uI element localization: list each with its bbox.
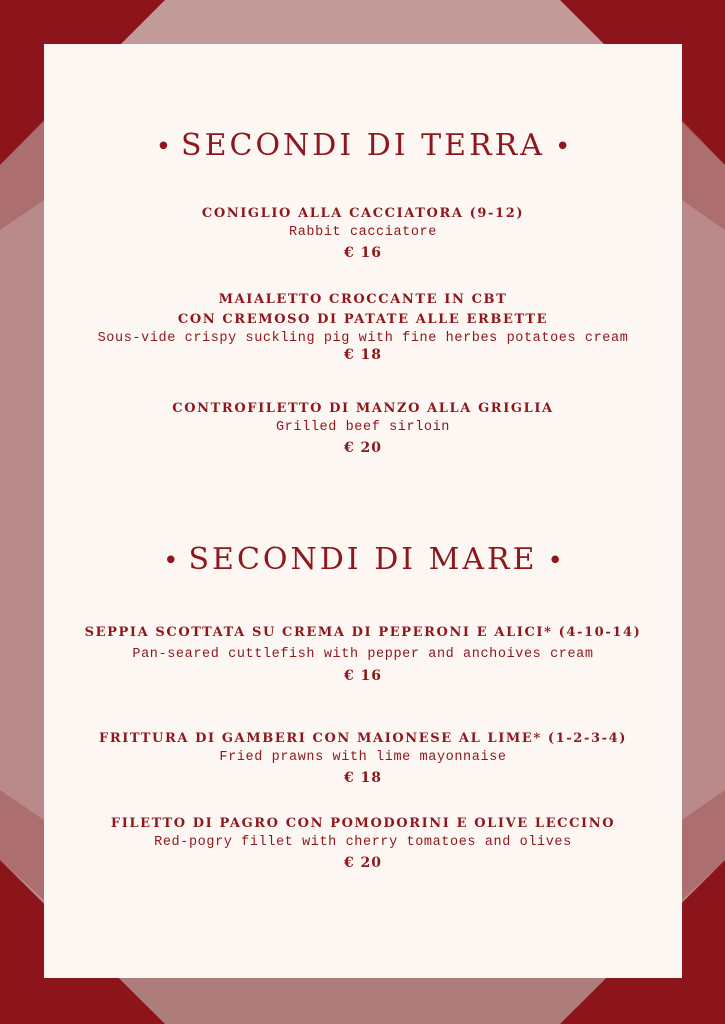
- dish-item: [44, 814, 682, 874]
- dish-name-line-2: CON CREMOSO DI PATATE ALLE ERBETTE: [177, 312, 549, 327]
- dish-description: Fried prawns with lime mayonnaise: [219, 750, 507, 765]
- dish-price: € 20: [343, 855, 383, 871]
- dish-name: SEPPIA SCOTTATA SU CREMA DI PEPERONI E ALICI* (4-10-14): [84, 625, 642, 640]
- dish-price: € 18: [343, 347, 383, 363]
- dish-description: Pan-seared cuttlefish with pepper and anchoives cream: [132, 647, 594, 662]
- dish-description: Grilled beef sirloin: [275, 420, 451, 435]
- dish-price: € 16: [343, 668, 383, 684]
- title-bullet-right: •: [554, 132, 571, 162]
- dish-description: Red-pogry fillet with cherry tomatoes and olives: [154, 835, 572, 850]
- dish-name: MAIALETTO CROCCANTE IN CBT: [218, 292, 508, 307]
- dish-name: CONTROFILETTO DI MANZO ALLA GRIGLIA: [172, 401, 554, 416]
- dish-item: [44, 399, 682, 459]
- title-bullet-left: •: [163, 546, 179, 576]
- title-bullet-left: •: [155, 132, 172, 162]
- section-title-terra: [44, 128, 682, 163]
- section-title-text: SECONDI DI MARE: [188, 542, 538, 577]
- dish-description: Sous-vide crispy suckling pig with fine herbes potatoes cream: [97, 331, 629, 346]
- dish-price: € 18: [343, 770, 383, 786]
- menu-page: [44, 44, 682, 978]
- dish-item: [44, 290, 682, 362]
- dish-name: FILETTO DI PAGRO CON POMODORINI E OLIVE LECCINO: [110, 816, 616, 831]
- title-bullet-right: •: [547, 546, 563, 576]
- dish-item: [44, 729, 682, 789]
- dish-price: € 16: [343, 245, 383, 261]
- dish-name: FRITTURA DI GAMBERI CON MAIONESE AL LIME* (1-2-3-4): [99, 731, 627, 746]
- dish-price: € 20: [343, 440, 383, 456]
- dish-name: CONIGLIO ALLA CACCIATORA (9-12): [201, 206, 525, 221]
- dish-item: [44, 621, 682, 687]
- dish-item: [44, 204, 682, 264]
- dish-description: Rabbit cacciatore: [289, 225, 437, 240]
- section-title-text: SECONDI DI TERRA: [181, 128, 545, 163]
- section-title-mare: [44, 542, 682, 577]
